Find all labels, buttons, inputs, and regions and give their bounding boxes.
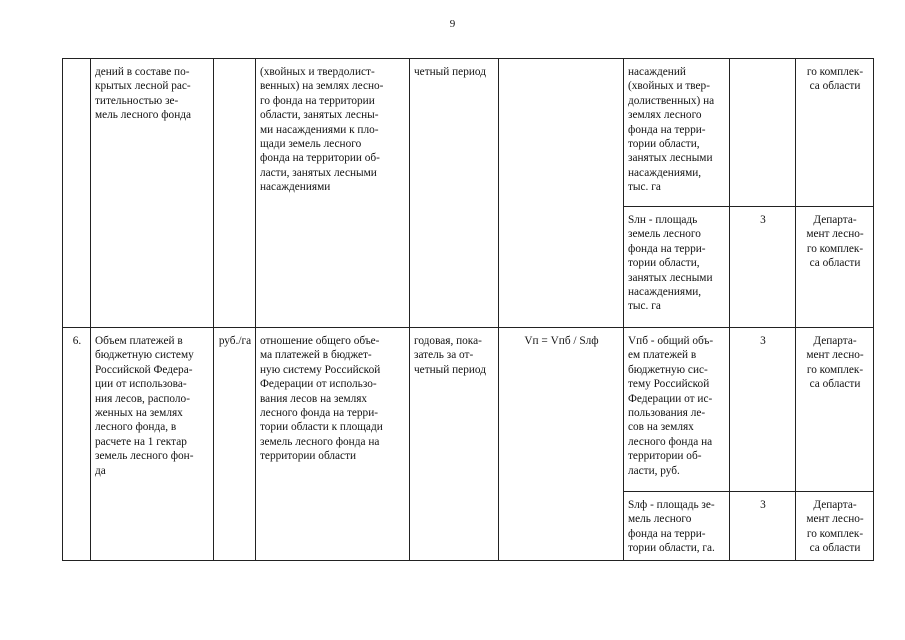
page-number: 9	[449, 18, 456, 30]
formula-cell	[499, 59, 624, 328]
component-desc: насаждений (хвойных и твер- долиственных) на землях лесного фонда на терри- тории области, занятых лесными насаждениями, тыс. га	[624, 59, 730, 207]
indicators-table	[62, 58, 874, 561]
method-cell: отношение общего объе- ма платежей в бюджет- ную систему Российской Федерации от использо- вания лесов на землях лесного фонда на терри- тории области к площади земель лесного фонда на территории области	[256, 328, 410, 561]
table-row	[63, 328, 874, 492]
component-desc: Vпб - общий объ- ем платежей в бюджетную сис- тему Российской Федерации от ис- пользования ле- сов на землях лесного фонда на территории об- ласти, руб.	[624, 328, 730, 492]
component-desc: Sлн - площадь земель лесного фонда на терри- тории области, занятых лесными насаждениями, тыс. га	[624, 207, 730, 328]
source-code: 3	[730, 492, 796, 561]
indicator-name: дений в составе по- крытых лесной рас- тительностью зе- мель лесного фонда	[91, 59, 214, 328]
source-code: 3	[730, 207, 796, 328]
responsible-body: Департа- мент лесно- го комплек- са области	[796, 328, 874, 492]
table-row	[63, 59, 874, 207]
responsible-body: го комплек- са области	[796, 59, 874, 207]
indicator-name: Объем платежей в бюджетную систему Российской Федера- ции от использова- ния лесов, располо- женных на землях лесного фонда, в расчете на 1 гектар земель лесного фон- да	[91, 328, 214, 561]
formula-cell: Vп = Vпб / Sлф	[499, 328, 624, 561]
row-number: 6.	[63, 328, 91, 561]
responsible-body: Департа- мент лесно- го комплек- са области	[796, 207, 874, 328]
component-desc: Sлф - площадь зе- мель лесного фонда на терри- тории области, га.	[624, 492, 730, 561]
unit-cell: руб./га	[214, 328, 256, 561]
source-code	[730, 59, 796, 207]
unit-cell	[214, 59, 256, 328]
period-cell: годовая, пока- затель за от- четный период	[410, 328, 499, 561]
method-cell: (хвойных и твердолист- венных) на землях лесно- го фонда на территории области, занятых лесны- ми насаждениями к пло- щади земель лесного фонда на территории об- ласти, занятых лесными насаждениями	[256, 59, 410, 328]
responsible-body: Департа- мент лесно- го комплек- са области	[796, 492, 874, 561]
source-code: 3	[730, 328, 796, 492]
row-number	[63, 59, 91, 328]
period-cell: четный период	[410, 59, 499, 328]
